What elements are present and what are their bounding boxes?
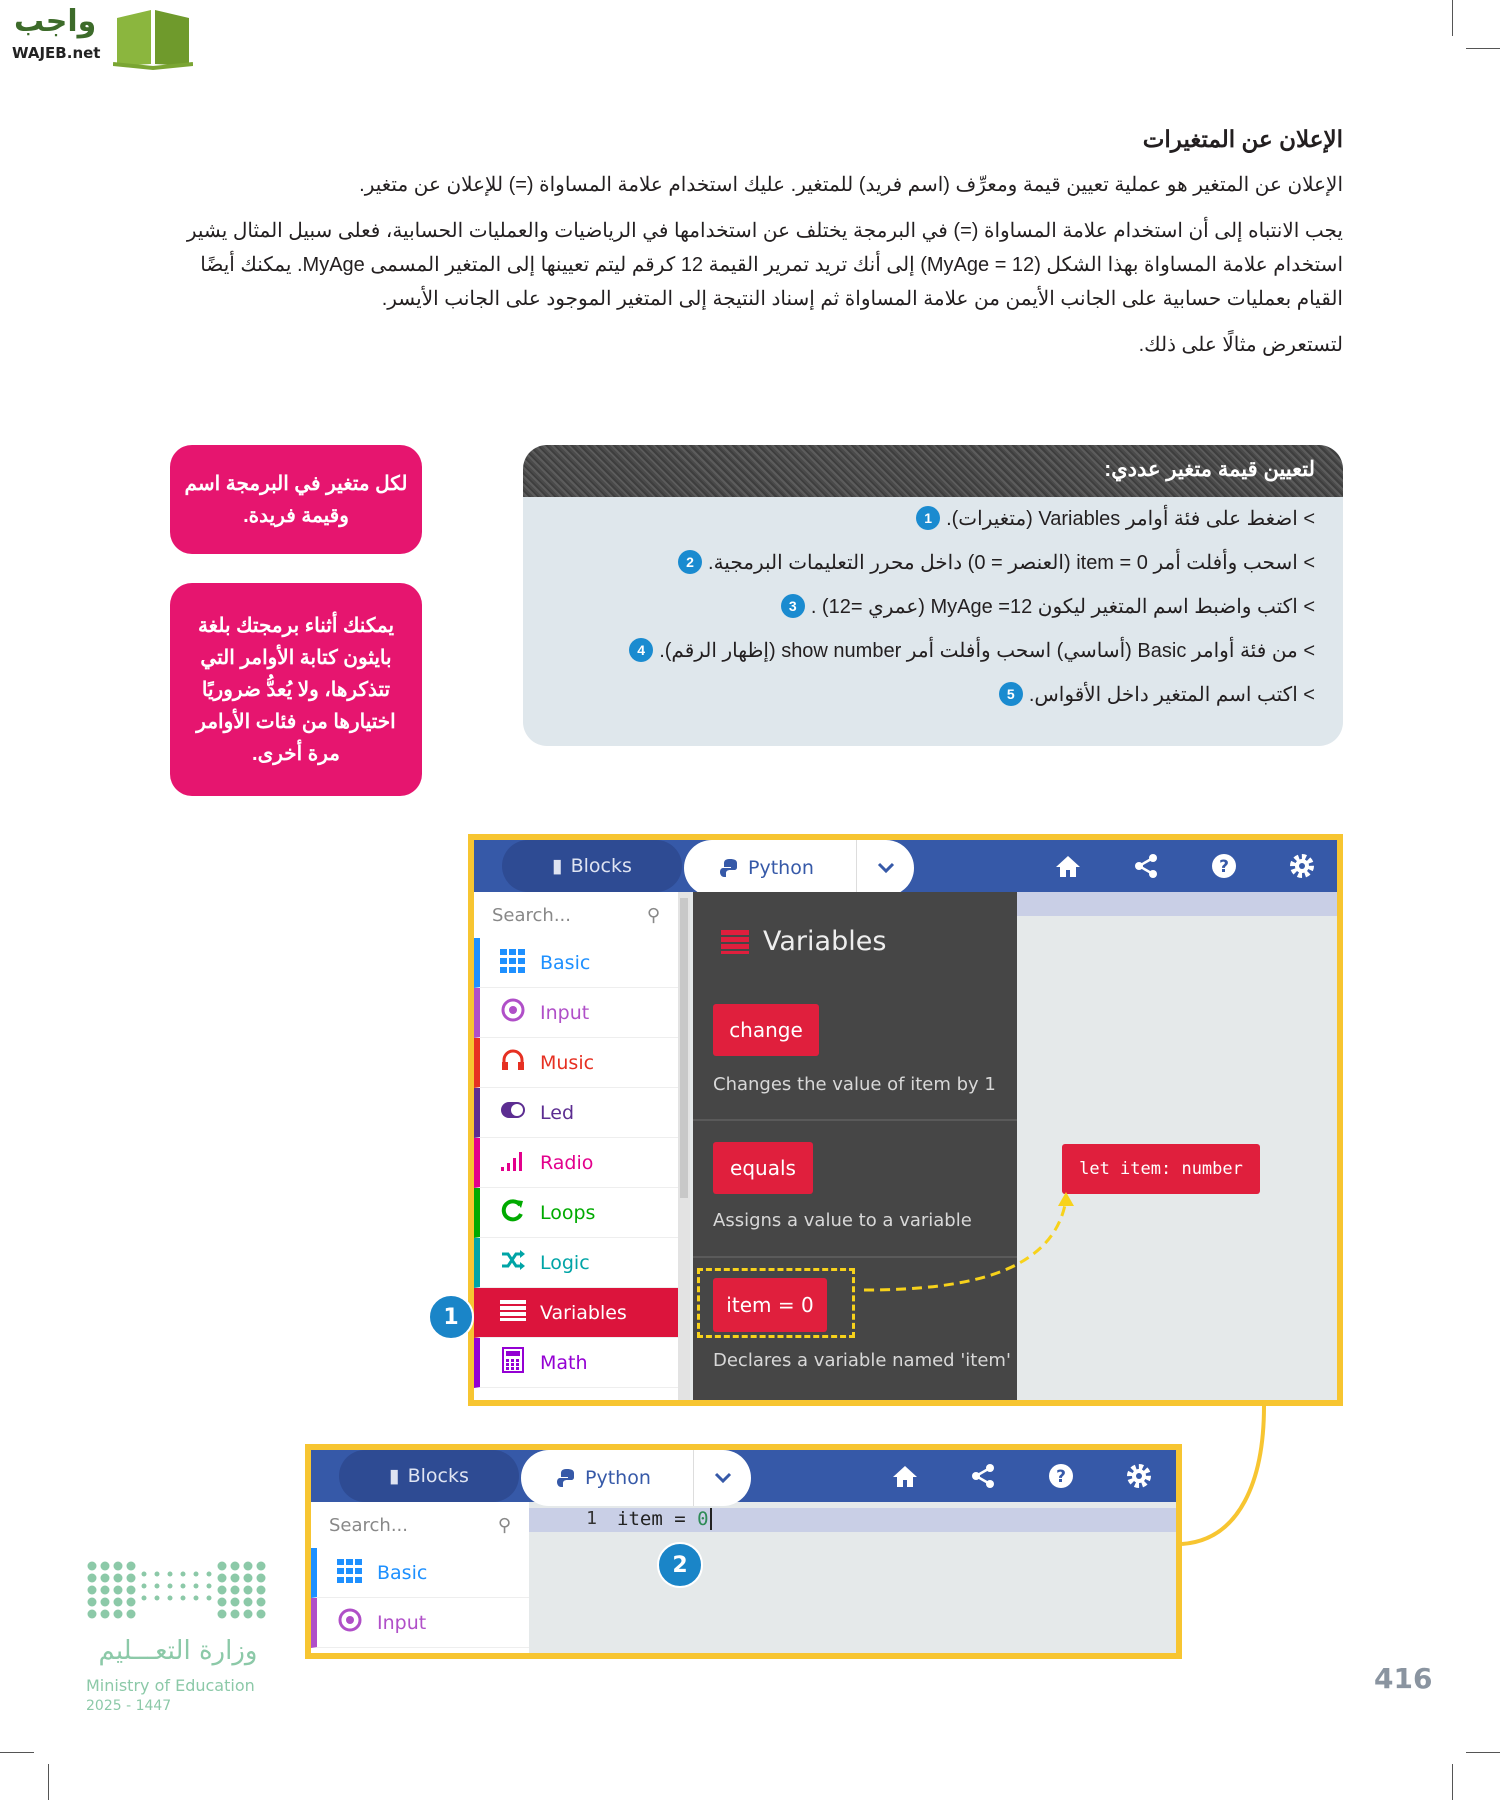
category-label: Input: [377, 1611, 427, 1634]
category-label: Input: [540, 1001, 590, 1024]
note-box: لكل متغير في البرمجة اسم وقيمة فريدة.: [170, 445, 422, 554]
category-radio[interactable]: [474, 1138, 678, 1188]
crop-mark: [1452, 1764, 1453, 1800]
note-box: يمكنك أثناء برمجتك بلغة بايثون كتابة الأوامر التي تتذكرها، ولا يُعدُّ ضروريًا اختيارها من فئات الأوامر مرة أخرى.: [170, 583, 422, 796]
headphones-icon: [500, 1047, 526, 1078]
step-badge-1: 1: [428, 1294, 474, 1340]
category-label: Math: [540, 1351, 588, 1374]
toolbox-sidebar: [311, 1502, 529, 1659]
category-label: Led: [540, 1101, 575, 1124]
step-number: 5: [999, 682, 1023, 706]
target-icon: [337, 1607, 363, 1638]
help-icon[interactable]: [1047, 1462, 1075, 1490]
wajeb-logo: [8, 4, 193, 70]
workspace-header: [1017, 892, 1337, 916]
ministry-arabic: وزارة التعـــليم: [98, 1636, 258, 1666]
crop-mark: [0, 1752, 34, 1753]
tab-label: Python: [748, 857, 814, 879]
ministry-english: Ministry of Education: [86, 1676, 255, 1695]
book-icon: [113, 4, 193, 70]
category-led[interactable]: [474, 1088, 678, 1138]
home-icon[interactable]: [891, 1462, 919, 1490]
step-item: [543, 497, 1315, 541]
line-number: 1: [586, 1508, 597, 1529]
step-number: 4: [629, 638, 653, 662]
category-label: Music: [540, 1051, 595, 1074]
loop-icon: [500, 1197, 526, 1228]
search-placeholder: Search...: [329, 1514, 409, 1536]
variables-flyout: [693, 892, 1017, 1406]
calculator-icon: [500, 1347, 526, 1378]
steps-box: [523, 445, 1343, 746]
help-icon[interactable]: [1210, 852, 1238, 880]
category-label: Loops: [540, 1201, 596, 1224]
search-icon: ⚲: [646, 904, 660, 926]
block-item-equals-0[interactable]: item = 0: [713, 1278, 827, 1332]
ministry-years: 2025 - 1447: [86, 1698, 172, 1714]
category-label: Radio: [540, 1151, 594, 1174]
settings-gear-icon[interactable]: [1125, 1462, 1153, 1490]
block-change[interactable]: change: [713, 1004, 819, 1056]
step-text: > من فئة أوامر Basic (أساسي) اسحب وأفلت أمر show number (إظهار الرقم).: [659, 640, 1315, 662]
svg-text:?: ?: [1219, 857, 1229, 877]
category-logic[interactable]: [474, 1238, 678, 1288]
editor-toolbar: [474, 840, 1337, 892]
code-editor-line[interactable]: [617, 1508, 712, 1530]
section-heading: الإعلان عن المتغيرات: [1142, 126, 1343, 152]
drag-arrow: [854, 1190, 1094, 1300]
step-text: > اكتب واضبط اسم المتغير ليكون MyAge =12 (عمري =12) .: [810, 596, 1315, 618]
step-text: > اضغط على فئة أوامر Variables (متغيرات).: [946, 508, 1315, 530]
share-icon[interactable]: [1132, 852, 1160, 880]
step-number: 3: [781, 594, 805, 618]
crop-mark: [1466, 48, 1500, 49]
chevron-down-icon[interactable]: [693, 1450, 751, 1506]
category-label: Basic: [377, 1561, 428, 1584]
step-item: [543, 585, 1315, 629]
python-icon: [557, 1468, 577, 1488]
search-placeholder: Search...: [492, 904, 572, 926]
crop-mark: [48, 1764, 49, 1800]
category-basic[interactable]: [474, 938, 678, 988]
tab-python[interactable]: [521, 1450, 751, 1506]
blocks-icon: ▮: [389, 1465, 400, 1487]
code-value: 0: [697, 1508, 709, 1530]
list-icon: [721, 930, 749, 954]
category-math[interactable]: [474, 1338, 678, 1388]
home-icon[interactable]: [1054, 852, 1082, 880]
search-icon: ⚲: [497, 1514, 511, 1536]
ministry-logo-dots: [86, 1560, 270, 1626]
category-label: Variables: [540, 1301, 627, 1324]
makecode-editor-screenshot: [468, 834, 1343, 1406]
toggle-icon: [500, 1097, 526, 1128]
editor-toolbar: [311, 1450, 1176, 1502]
connector-line: [1170, 1400, 1290, 1550]
block-description: Changes the value of item by 1: [713, 1074, 996, 1095]
share-icon[interactable]: [969, 1462, 997, 1490]
crop-mark: [1466, 1752, 1500, 1753]
step-item: [543, 541, 1315, 585]
tab-label: Python: [585, 1467, 651, 1489]
logo-arabic: واجب: [14, 4, 97, 39]
grid-icon: [337, 1557, 363, 1588]
category-input[interactable]: [311, 1598, 529, 1648]
grid-icon: [500, 947, 526, 978]
steps-title: لتعيين قيمة متغير عددي:: [523, 445, 1343, 497]
category-label: Basic: [540, 951, 591, 974]
tab-blocks[interactable]: [502, 840, 682, 892]
list-icon: [500, 1297, 526, 1328]
paragraph: لتستعرض مثالًا على ذلك.: [1138, 334, 1343, 356]
page-number: 416: [1374, 1662, 1433, 1695]
flyout-title: Variables: [763, 926, 887, 957]
category-input[interactable]: [474, 988, 678, 1038]
category-label: Logic: [540, 1251, 590, 1274]
category-music[interactable]: [474, 1038, 678, 1088]
settings-gear-icon[interactable]: [1288, 852, 1316, 880]
svg-text:?: ?: [1056, 1467, 1066, 1487]
target-icon: [500, 997, 526, 1028]
paragraphs: [168, 168, 1343, 374]
block-description: Assigns a value to a variable: [713, 1210, 972, 1231]
step-item: [543, 629, 1315, 673]
step-text: > اكتب اسم المتغير داخل الأقواس.: [1028, 684, 1315, 706]
step-text: > اسحب وأفلت أمر item = 0 (العنصر = 0) داخل محرر التعليمات البرمجية.: [708, 552, 1315, 574]
logo-latin: WAJEB.net: [12, 44, 101, 62]
step-number: 1: [916, 506, 940, 530]
toolbox-search[interactable]: [311, 1502, 529, 1548]
blocks-icon: ▮: [552, 855, 563, 877]
category-loops[interactable]: [474, 1188, 678, 1238]
python-icon: [720, 858, 740, 878]
crop-mark: [1452, 0, 1453, 36]
category-basic[interactable]: [311, 1548, 529, 1598]
python-editor-screenshot: [305, 1444, 1182, 1659]
chevron-down-icon[interactable]: [856, 840, 914, 896]
shuffle-icon: [500, 1247, 526, 1278]
tab-python[interactable]: [684, 840, 914, 896]
step-badge-2: 2: [657, 1542, 703, 1588]
toolbox-search[interactable]: [474, 892, 678, 938]
toolbox-sidebar: [474, 892, 678, 1406]
tab-blocks[interactable]: [339, 1450, 519, 1502]
tab-label: Blocks: [407, 1465, 469, 1487]
block-description: Declares a variable named 'item': [713, 1350, 1011, 1371]
step-item: [543, 673, 1315, 717]
paragraph: الإعلان عن المتغير هو عملية تعيين قيمة ومعرِّف (اسم فريد) للمتغير. عليك استخدام علامة المساواة (=) للإعلان عن متغير.: [359, 174, 1343, 196]
workspace-block-let-item[interactable]: let item: number: [1062, 1144, 1260, 1194]
step-number: 2: [678, 550, 702, 574]
code-text: item =: [617, 1508, 698, 1530]
signal-icon: [500, 1147, 526, 1178]
scrollbar[interactable]: [678, 892, 690, 1406]
block-equals[interactable]: equals: [713, 1142, 813, 1194]
paragraph: يجب الانتباه إلى أن استخدام علامة المساواة (=) في البرمجة يختلف عن استخدامها في الرياضيات والعمليات الحسابية، فعلى سبيل المثال يشير استخدام علامة المساواة بهذا الشكل (MyAge = 12) إلى أنك تريد تمرير القيمة 12 كرقم ليتم تعيينها إلى المتغير المسمى MyAge. يمكنك أيضًا القيام بعمليات حسابية على الجانب الأيمن من علامة المساواة ثم إسناد النتيجة إلى المتغير الموجود على الجانب الأيسر.: [186, 220, 1343, 310]
tab-label: Blocks: [570, 855, 632, 877]
category-variables[interactable]: [474, 1288, 678, 1338]
